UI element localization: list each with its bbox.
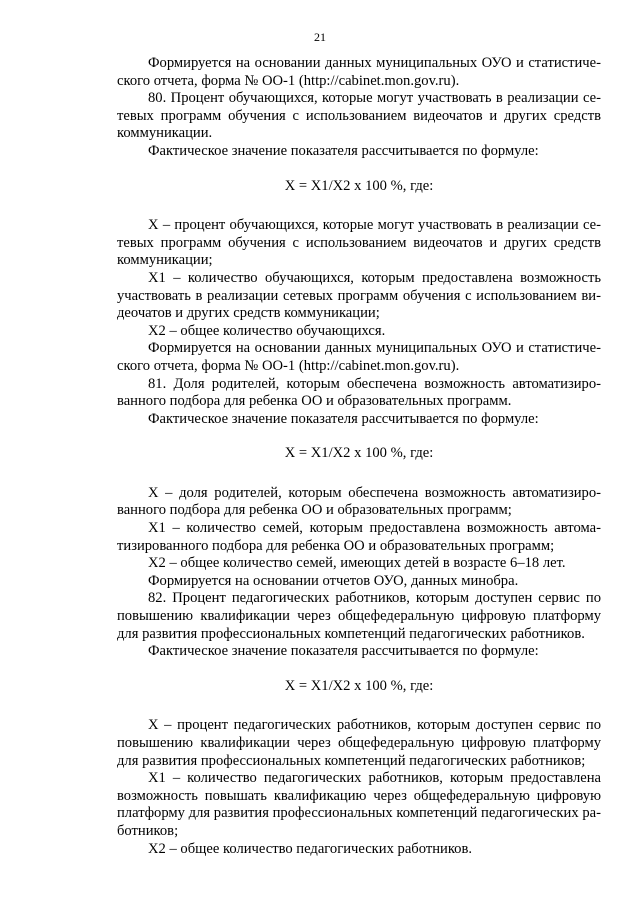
definition-x1-82: Х1 – количество педагогических работников, которым предоставлена возможность повышать квалификацию через общефедеральную цифровую платформу для развития профессиональных компетенций педагогических работников; bbox=[117, 770, 601, 839]
definition-x1-80: Х1 – количество обучающихся, которым предоставлена возможность участвовать в реализации сетевых программ обучения с использованием видеочатов и других средств коммуникации; bbox=[117, 269, 601, 322]
definition-x2-81: Х2 – общее количество семей, имеющих детей в возрасте 6–18 лет. bbox=[148, 555, 566, 572]
formula-intro-81: Фактическое значение показателя рассчитывается по формуле: bbox=[148, 410, 539, 427]
definition-x2-80: Х2 – общее количество обучающихся. bbox=[148, 322, 386, 339]
definition-x-82: Х – процент педагогических работников, которым доступен сервис по повышению квалификации через общефедеральную цифровую платформу для развития профессиональных компетенций педагогических работников; bbox=[117, 717, 601, 769]
indicator-82-heading: 82. Процент педагогических работников, которым доступен сервис по повышению квалификации через общефедеральную цифровую платформу для развития профессиональных компетенций педагогических работников. bbox=[117, 590, 601, 642]
source-note-1: Формируется на основании данных муниципальных ОУО и статистического отчета, форма № ОО-1 (http://cabinet.mon.gov.ru). bbox=[117, 55, 601, 89]
indicator-80-heading: 80. Процент обучающихся, которые могут участвовать в реализации сетевых программ обучения с использованием видеочатов и других средств коммуникации. bbox=[117, 90, 601, 142]
definition-x-80: Х – процент обучающихся, которые могут участвовать в реализации сетевых программ обучения с использованием видеочатов и других средств коммуникации; bbox=[117, 217, 601, 269]
definition-x2-82: Х2 – общее количество педагогических работников. bbox=[148, 840, 473, 857]
definition-x1-81: Х1 – количество семей, которым предоставлена возможность автоматизированного подбора для ребенка ОО и образовательных программ; bbox=[117, 520, 601, 554]
formula-intro-82: Фактическое значение показателя рассчитывается по формуле: bbox=[148, 643, 539, 660]
definition-x-81: Х – доля родителей, которым обеспечена возможность автоматизированного подбора для ребенка ОО и образовательных программ; bbox=[117, 484, 601, 519]
page-number: 21 bbox=[314, 30, 326, 44]
indicator-81-heading: 81. Доля родителей, которым обеспечена возможность автоматизированного подбора для ребенка ОО и образовательных программ. bbox=[117, 375, 601, 410]
formula-80: Х = Х1/Х2 х 100 %, где: bbox=[284, 177, 434, 194]
document-body bbox=[117, 55, 601, 858]
source-note-81: Формируется на основании отчетов ОУО, данных минобра. bbox=[148, 572, 519, 589]
formula-82: Х = Х1/Х2 х 100 %, где: bbox=[284, 677, 434, 694]
formula-intro-80: Фактическое значение показателя рассчитывается по формуле: bbox=[148, 142, 539, 159]
source-note-80: Формируется на основании данных муниципальных ОУО и статистического отчета, форма № ОО-1 (http://cabinet.mon.gov.ru). bbox=[117, 340, 601, 374]
formula-81: Х = Х1/Х2 х 100 %, где: bbox=[284, 445, 434, 462]
